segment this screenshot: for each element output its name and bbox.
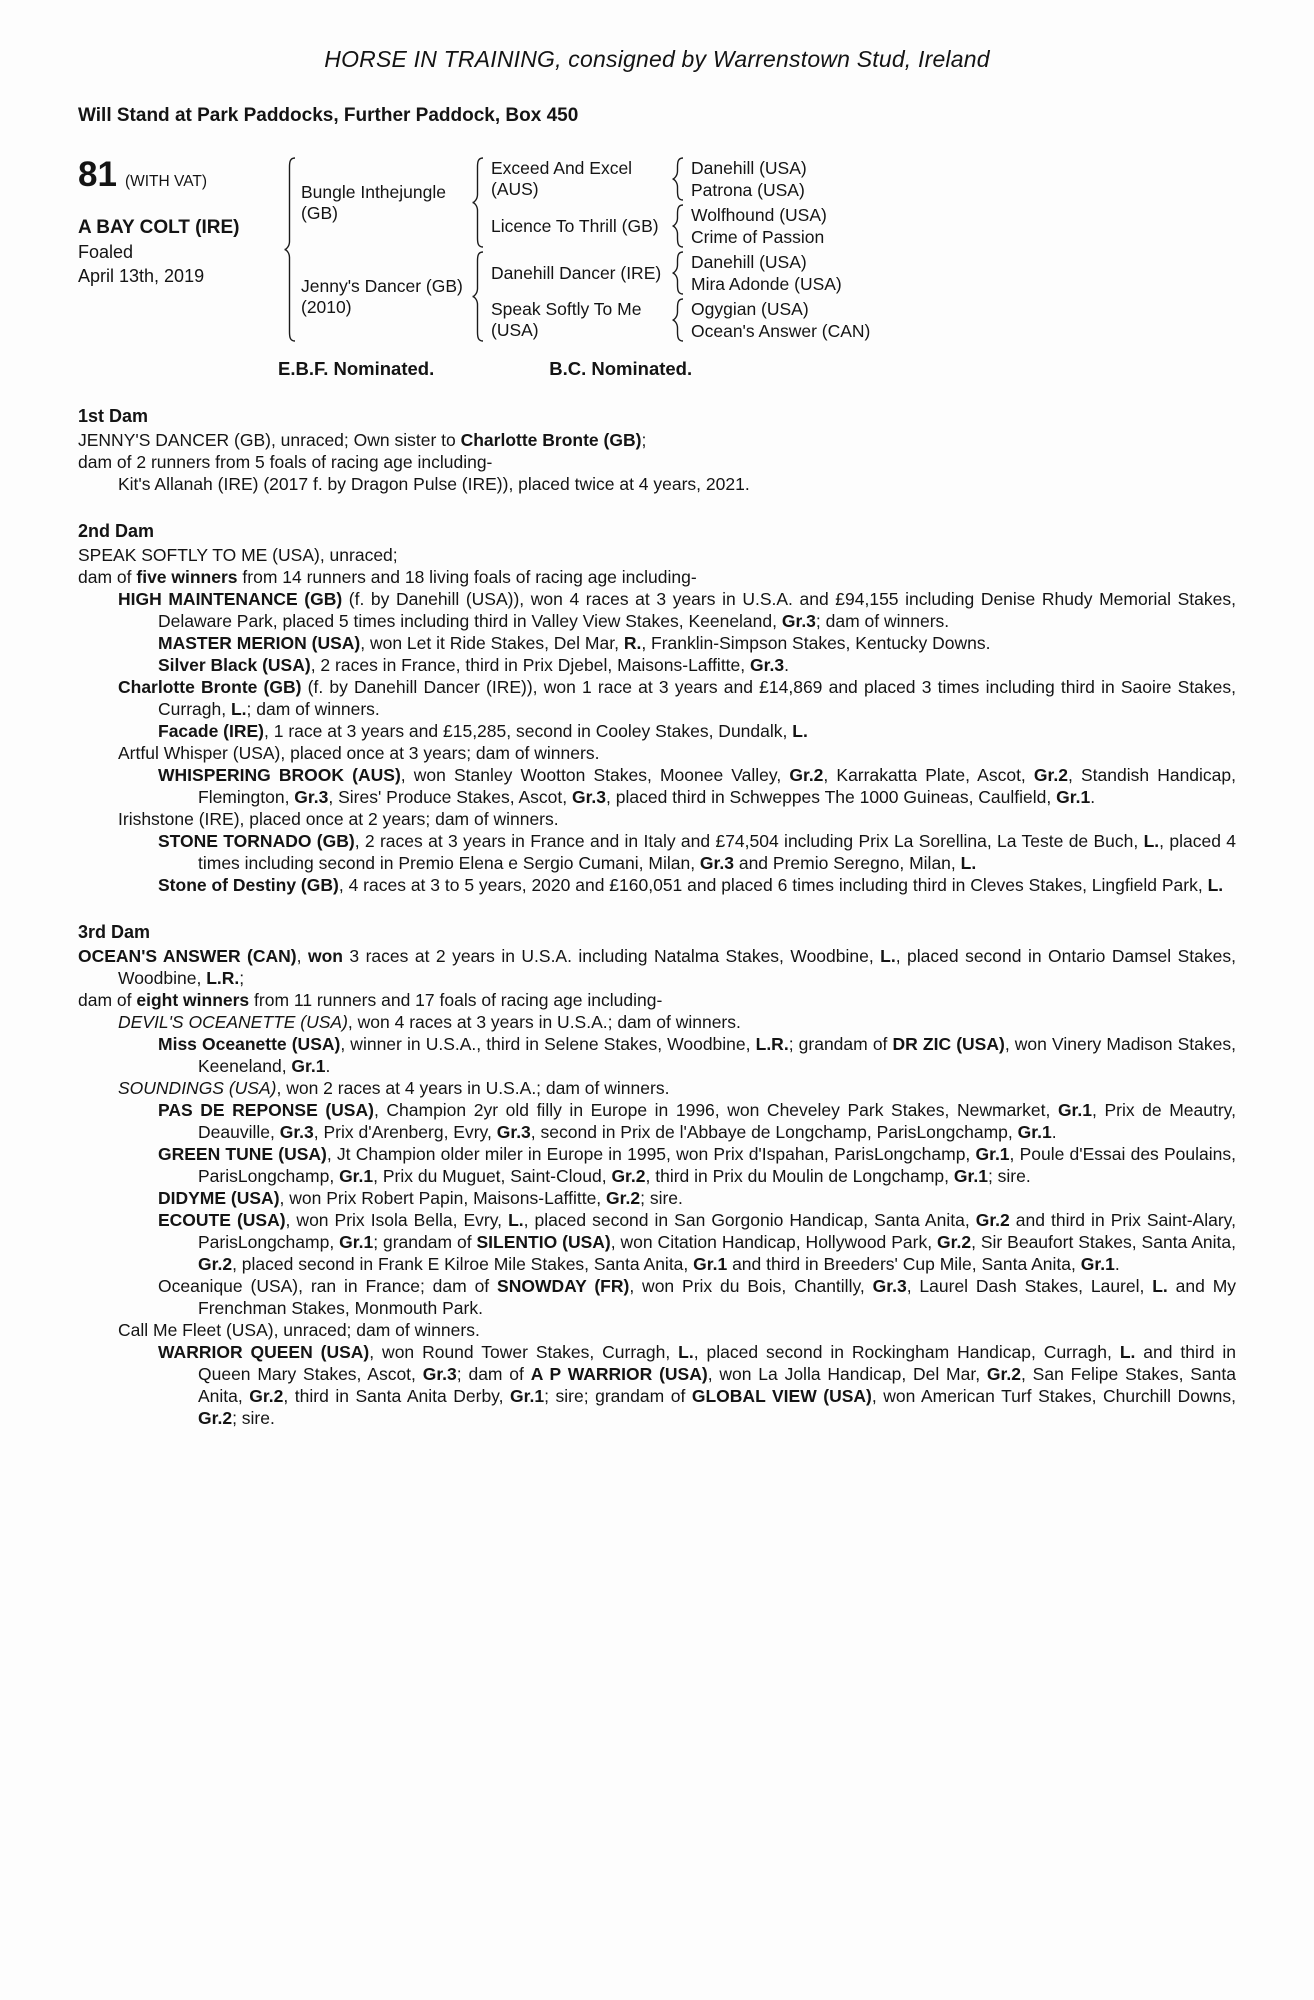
dam-sire-group [485,251,909,295]
dam-sire-name: Danehill Dancer (IRE) [491,262,662,283]
text-run: JENNY'S DANCER (GB), unraced; Own sister to [78,430,461,450]
text-run: ; grandam of [788,1034,893,1054]
pedigree-paragraph [78,1187,1236,1209]
text-run: , Karrakatta Plate, Ascot, [823,765,1034,785]
pedigree-paragraph [78,1275,1236,1319]
sire-sire-brace-icon [671,157,685,201]
bold-run: L. [1207,875,1224,895]
text-run: (f. by Danehill (USA)), won 4 races at 3 years in U.S.A. and £94,155 including Denise Rhudy Memorial Stakes, Delaware Park, placed 5 times including third in Valley View Stakes, Keeneland, [158,589,1236,631]
bold-run: L. [960,853,977,873]
dam-sire-parents [685,251,909,295]
sire-dam-name: Licence To Thrill (GB) [491,215,659,236]
pedigree-paragraph [78,1011,1236,1033]
text-run: , Franklin-Simpson Stakes, Kentucky Downs. [641,633,991,653]
text-run: , 1 race at 3 years and £15,285, second in Cooley Stakes, Dundalk, [264,721,793,741]
text-run: , Sires' Produce Stakes, Ascot, [328,787,572,807]
text-run: ; grandam of [373,1232,477,1252]
bold-run: L. [230,699,247,719]
sire-sire-parents [685,157,909,201]
pedigree-paragraph [78,654,1236,676]
text-run: , won Prix Robert Papin, Maisons-Laffitte, [279,1188,607,1208]
bold-run: PAS DE REPONSE (USA) [158,1100,374,1120]
bold-run: Gr.2 [611,1166,646,1186]
pedigree-paragraph [78,764,1236,808]
section-heading: 2nd Dam [78,521,155,541]
text-run: and third in Prix Saint-Alary, ParisLongchamp, [198,1210,1236,1252]
great-grandsire: Wolfhound (USA) [691,205,827,225]
text-run: and My Frenchman Stakes, Monmouth Park. [198,1276,1237,1318]
great-granddam: Patrona (USA) [691,180,805,200]
text-run: Oceanique (USA), ran in France; dam of [158,1276,498,1296]
pedigree-paragraph [78,1143,1236,1187]
text-run: Kit's Allanah (IRE) (2017 f. by Dragon Pulse (IRE)), placed twice at 4 years, 2021. [118,474,750,494]
bold-run: Gr.3 [872,1276,907,1296]
bold-run: SILENTIO (USA) [476,1232,611,1252]
text-run: dam of [78,567,137,587]
text-run: , Champion 2yr old filly in Europe in 1996, won Cheveley Park Stakes, Newmarket, [373,1100,1058,1120]
text-run: ; sire. [640,1188,683,1208]
bold-run: Gr.1 [975,1144,1010,1164]
text-run: . [1090,787,1096,807]
text-run: , placed 4 times including second in Premio Elena e Sergio Cumani, Milan, [198,831,1236,873]
bold-run: L. [1152,1276,1168,1296]
bold-run: WHISPERING BROOK (AUS) [158,765,401,785]
parents-column [297,157,909,342]
bold-run: Gr.1 [693,1254,728,1274]
text-run: , Poule d'Essai des Poulains, ParisLongchamp, [198,1144,1236,1186]
bold-run: Gr.3 [699,853,734,873]
sire-dam-group [485,204,909,248]
text-run: , placed third in Schweppes The 1000 Guineas, Caulfield, [606,787,1057,807]
text-run: , third in Prix du Moulin de Longchamp, [645,1166,954,1186]
bold-run: STONE TORNADO (GB) [158,831,355,851]
text-run: SPEAK SOFTLY TO ME (USA), unraced; [78,545,398,565]
pedigree-paragraph [78,588,1236,632]
root-brace-icon [283,157,297,342]
bold-run: A P WARRIOR (USA) [530,1364,708,1384]
pedigree-paragraph [78,1033,1236,1077]
text-run: , won La Jolla Handicap, Del Mar, [707,1364,987,1384]
dam-group [297,251,909,342]
bold-run: Gr.2 [789,765,824,785]
dam-dam-group [485,298,909,342]
great-grandsire: Danehill (USA) [691,252,807,272]
dam-dam-name: Speak Softly To Me (USA) [491,299,642,340]
bold-run: Gr.2 [986,1364,1021,1384]
bold-run: L. [1119,1342,1136,1362]
bold-run: Gr.1 [1057,1100,1092,1120]
sire-sire-name: Exceed And Excel (AUS) [491,158,633,199]
bold-run: SNOWDAY (FR) [497,1276,630,1296]
bold-run: Gr.1 [953,1166,988,1186]
sire-dam-parents [685,204,909,248]
text-run: , winner in U.S.A., third in Selene Stakes, Woodbine, [340,1034,756,1054]
text-run: , Prix d'Arenberg, Evry, [313,1122,497,1142]
text-run: ; sire. [987,1166,1031,1186]
bold-run: L. [880,946,896,966]
bold-run: L.R. [206,968,240,988]
bold-run: Gr.2 [1033,765,1068,785]
text-run: , won Prix du Bois, Chantilly, [629,1276,873,1296]
bold-run: Gr.3 [294,787,329,807]
text-run: ; dam of winners. [246,699,380,719]
bold-run: HIGH MAINTENANCE (GB) [118,589,343,609]
bold-run: Gr.3 [279,1122,314,1142]
bold-run: five winners [136,567,238,587]
bold-run: L. [508,1210,524,1230]
bold-run: MASTER MERION (USA) [158,633,361,653]
sire-grandparents [485,157,909,248]
pedigree-paragraph [78,1319,1236,1341]
great-granddam: Ocean's Answer (CAN) [691,321,871,341]
lot-number-line [78,157,283,194]
foaled-label: Foaled [78,242,134,262]
pedigree-paragraph [78,1077,1236,1099]
pedigree-paragraph [78,808,1236,830]
bold-run: ECOUTE (USA) [158,1210,286,1230]
bold-run: Gr.1 [1080,1254,1115,1274]
bold-run: Gr.2 [198,1254,233,1274]
text-run: (f. by Danehill Dancer (IRE)), won 1 race at 3 years and £14,869 and placed 3 times including third in Saoire Stakes, Curragh, [158,677,1237,719]
bold-run: Gr.3 [750,655,785,675]
nominations [278,358,1236,380]
bold-run: GLOBAL VIEW (USA) [691,1386,872,1406]
pedigree-paragraph [78,429,1236,451]
text-run: . [325,1056,331,1076]
dam-sire-brace-icon [671,251,685,295]
sire-dam-brace-icon [671,204,685,248]
bold-run: DR ZIC (USA) [892,1034,1005,1054]
text-run: , 2 races in France, third in Prix Djebel, Maisons-Laffitte, [310,655,751,675]
text-run: , won Round Tower Stakes, Curragh, [369,1342,679,1362]
text-run: , second in Prix de l'Abbaye de Longchamp, ParisLongchamp, [530,1122,1018,1142]
text-run: , placed second in Frank E Kilroe Mile Stakes, Santa Anita, [232,1254,694,1274]
great-grandsire: Ogygian (USA) [691,299,809,319]
bold-run: OCEAN'S ANSWER (CAN) [78,946,297,966]
text-run: ; dam of winners. [815,611,950,631]
text-run: and Premio Seregno, Milan, [733,853,961,873]
dam-brace-icon [471,251,485,342]
section-heading: 3rd Dam [78,922,151,942]
bold-run: GREEN TUNE (USA) [158,1144,327,1164]
pedigree-paragraph [78,1209,1236,1275]
sire-brace-icon [471,157,485,248]
text-run: ; sire. [232,1408,275,1428]
text-run: , won Citation Handicap, Hollywood Park, [610,1232,937,1252]
page-title: HORSE IN TRAINING, consigned by Warrenstown Stud, Ireland [324,46,990,72]
text-run: , won American Turf Stakes, Churchill Downs, [871,1386,1236,1406]
text-run: , won Prix Isola Bella, Evry, [285,1210,509,1230]
bold-run: Gr.1 [339,1232,374,1252]
italic-run: DEVIL'S OCEANETTE (USA) [118,1012,348,1032]
great-grandsire: Danehill (USA) [691,158,807,178]
text-run: , won Vinery Madison Stakes, Keeneland, [198,1034,1236,1076]
bold-run: Gr.2 [198,1408,233,1428]
text-run: ; [641,430,647,450]
bc-nomination: B.C. Nominated. [549,358,693,379]
text-run: , Laurel Dash Stakes, Laurel, [906,1276,1153,1296]
dam-dam-brace-icon [671,298,685,342]
pedigree-paragraph [78,742,1236,764]
bold-run: L. [678,1342,694,1362]
text-run: from 11 runners and 17 foals of racing age including- [249,990,663,1010]
bold-run: R. [623,633,642,653]
section-heading: 1st Dam [78,406,149,426]
text-run: , San Felipe Stakes, Santa Anita, [198,1364,1236,1406]
bold-run: Charlotte Bronte (GB) [118,677,302,697]
text-run: , third in Santa Anita Derby, [283,1386,511,1406]
pedigree-paragraph [78,874,1236,896]
great-granddam: Mira Adonde (USA) [691,274,842,294]
bold-run: Gr.2 [937,1232,972,1252]
text-run: , placed second in San Gorgonio Handicap, Santa Anita, [523,1210,976,1230]
pedigree-paragraph [78,473,1236,495]
lot-info [78,157,283,288]
text-run: Call Me Fleet (USA), unraced; dam of winners. [118,1320,480,1340]
bold-run: Gr.3 [571,787,607,807]
text-run: , won 2 races at 4 years in U.S.A.; dam of winners. [276,1078,670,1098]
bold-run: DIDYME (USA) [158,1188,280,1208]
bold-run: Gr.2 [249,1386,284,1406]
text-run: , 2 races at 3 years in France and in Italy and £74,504 including Prix La Sorellina, La Teste de Buch, [354,831,1144,851]
pedigree-paragraph [78,830,1236,874]
text-run: Irishstone (IRE), placed once at 2 years; dam of winners. [118,809,559,829]
bold-run: Gr.1 [510,1386,545,1406]
dam-name: Jenny's Dancer (GB) (2010) [301,275,463,317]
bold-run: Silver Black (USA) [158,655,311,675]
pedigree-block [78,157,1236,342]
foaled-date: April 13th, 2019 [78,266,205,286]
pedigree-paragraph [78,945,1236,989]
pedigree-paragraph [78,989,1236,1011]
vat-note: (WITH VAT) [124,173,208,190]
bold-run: Charlotte Bronte (GB) [460,430,642,450]
bold-run: Miss Oceanette (USA) [158,1034,341,1054]
text-run: , Jt Champion older miler in Europe in 1995, won Prix d'Ispahan, ParisLongchamp, [326,1144,976,1164]
bold-run: Gr.1 [1017,1122,1052,1142]
lot-title: A BAY COLT (IRE) [78,217,240,238]
text-run: . [1114,1254,1120,1274]
text-run: , Prix du Muguet, Saint-Cloud, [373,1166,612,1186]
sire-name: Bungle Inthejungle (GB) [301,181,446,223]
pedigree-paragraph [78,566,1236,588]
bold-run: Gr.3 [496,1122,531,1142]
bold-run: Gr.2 [975,1210,1010,1230]
dam-dam-parents [685,298,909,342]
bold-run: L. [1143,831,1160,851]
pedigree-paragraph [78,632,1236,654]
bold-run: Gr.1 [291,1056,326,1076]
bold-run: Gr.1 [1056,787,1091,807]
pedigree-paragraph [78,544,1236,566]
bold-run: L.R. [755,1034,789,1054]
sire-group [297,157,909,248]
text-run: Artful Whisper (USA), placed once at 3 years; dam of winners. [118,743,600,763]
ebf-nomination: E.B.F. Nominated. [278,358,435,379]
bold-run: Stone of Destiny (GB) [158,875,339,895]
lot-number: 81 [78,155,117,194]
great-granddam: Crime of Passion [691,227,825,247]
text-run: . [1051,1122,1057,1142]
text-run: 3 races at 2 years in U.S.A. including Natalma Stakes, Woodbine, [342,946,881,966]
text-run: , Prix de Meautry, Deauville, [198,1100,1237,1142]
pedigree-paragraph [78,676,1236,720]
text-run: ; sire; grandam of [544,1386,692,1406]
bold-run: eight winners [136,990,250,1010]
sire-sire-group [485,157,909,201]
text-run: , Standish Handicap, Flemington, [198,765,1236,807]
text-run: , won Stanley Wootton Stakes, Moonee Valley, [400,765,790,785]
text-run: from 14 runners and 18 living foals of racing age including- [237,567,697,587]
stand-location: Will Stand at Park Paddocks, Further Paddock, Box 450 [78,105,579,126]
text-run: ; [239,968,245,988]
text-run: dam of 2 runners from 5 foals of racing age including- [78,452,493,472]
bold-run: WARRIOR QUEEN (USA) [158,1342,370,1362]
dam-grandparents [485,251,909,342]
text-run: , placed second in Ontario Damsel Stakes, Woodbine, [118,946,1236,988]
pedigree-paragraph [78,720,1236,742]
text-run: , placed second in Rockingham Handicap, Curragh, [693,1342,1120,1362]
pedigree-paragraph [78,451,1236,473]
text-run: , 4 races at 3 to 5 years, 2020 and £160,051 and placed 6 times including third in Cleves Stakes, Lingfield Park, [338,875,1208,895]
text-run: , won 4 races at 3 years in U.S.A.; dam of winners. [347,1012,741,1032]
italic-run: SOUNDINGS (USA) [118,1078,277,1098]
text-run: and third in Breeders' Cup Mile, Santa Anita, [727,1254,1081,1274]
bold-run: Gr.2 [606,1188,641,1208]
bold-run: Gr.3 [422,1364,457,1384]
pedigree-paragraph [78,1341,1236,1429]
text-run: , won Let it Ride Stakes, Del Mar, [360,633,624,653]
bold-run: Gr.3 [781,611,816,631]
bold-run: Facade (IRE) [158,721,264,741]
text-run: . [784,655,789,675]
pedigree-paragraph [78,1099,1236,1143]
text-run: , Sir Beaufort Stakes, Santa Anita, [971,1232,1236,1252]
text-run: , [296,946,308,966]
bold-run: won [307,946,343,966]
text-run: ; dam of [456,1364,531,1384]
text-run: dam of [78,990,137,1010]
bold-run: Gr.1 [339,1166,374,1186]
text-run: and third in Queen Mary Stakes, Ascot, [198,1342,1237,1384]
pedigree-sections [78,406,1236,1429]
bold-run: L. [792,721,808,741]
